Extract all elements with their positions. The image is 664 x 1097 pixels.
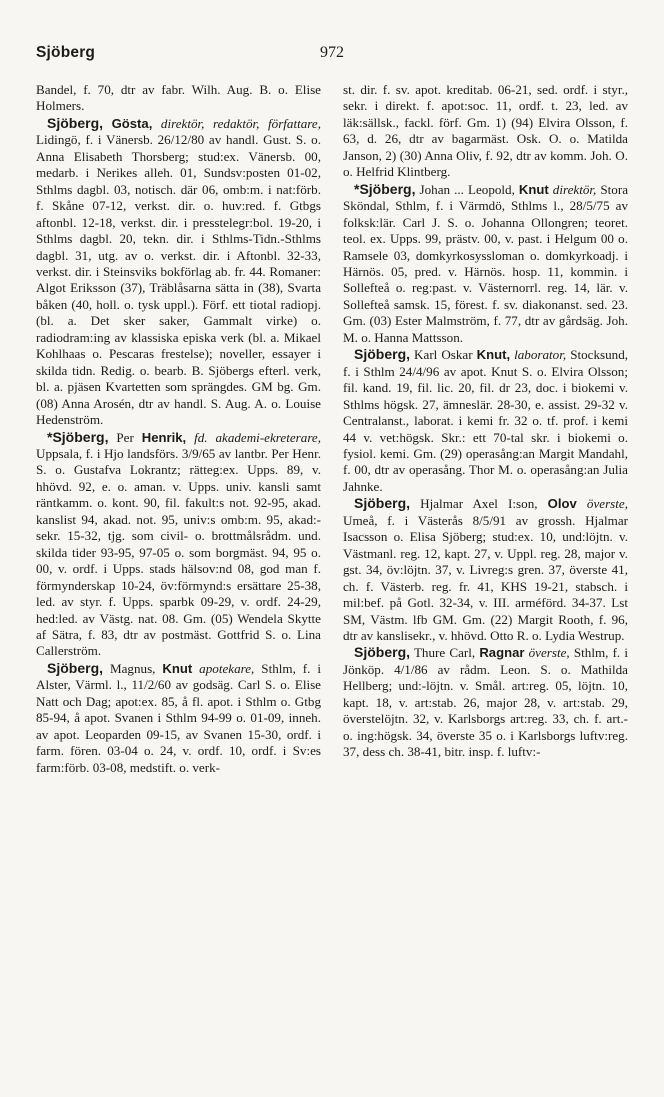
- entry-text: Umeå, f. i Västerås 8/5/91 av grossh. Hjalmar Isacsson o. Elisa Sjöberg; stud:ex. 10, und:löjtn. v. Västmanl. reg. 12, kapt. 27, v. Uppl. reg. 28, major v. gst. 34, öv:löjtn. 37, v. Livreg:s gren. 37, överste 41, ch. f. Västerb. reg. fr. 41, KHS 19-21, stabsch. i mil:bef. på Gotl. 32-34, v. III. arméförd. 34-37. Lst SM, Västm. lfb GM. Gm. (22) Margit Rooth, f. 96, dtr av kanslisekr., v. hhövd. Otto R. o. Lydia Westrup.: [343, 512, 628, 643]
- entry-call-name: Knut: [162, 660, 193, 676]
- biography-entry: [343, 346, 628, 495]
- right-column: [343, 82, 628, 761]
- entry-occupation: apotekare,: [199, 660, 255, 676]
- entry-surname: *Sjöberg,: [354, 180, 416, 197]
- entry-occupation: direktör,: [552, 181, 597, 197]
- entry-occupation: direktör, redaktör, författare,: [160, 115, 321, 131]
- entry-text: Lidingö, f. i Vänersb. 26/12/80 av handl. Gust. S. o. Anna Elisabeth Thorsberg; stud:ex. Vänersb. 00, medarb. i Nerikes alleh. 01, Sundsv:posten 01-02, Sthlms dagbl. 03, notisch. där 06, omb:m. i nat:förb. f. Skåne 07-12, verkst. dir. o. huv:red. f. Gtbgs aftonbl. 12-18, verkst. dir. i presstelegr:bol. 19-20, i Sthlms dagbl. 20, tekn. dir. i Sthlms-Tidn.-Sthlms dagbl. 31, utg. av o. verkst. dir. i Aftonbl. 32-33, verkst. dir. i Steinsviks bokförlag ab. fr. 44. Romaner: Algot Eriksson (37), Träblåsarna sätta in (38), Svarta båken (40, holl. o. tysk uppl.). Förf. ett tiotal radiopj. (bl. a. Det sker saker, Gammalt virke) o. radiodram:ing av klassiska episka verk (bl. a. Mikael Kohlhaas o. Pescaras frestelse); noveller, essayer i skilda tidn. Redig. o. bearb. B. Sjöbergs efterl. verk, bl. a. pjäsen Kvartetten som sprängdes. GM bg. Gm. (08) Anna Arosén, dtr av handl. S. Aug. A. o. Louise Hedenström.: [36, 132, 321, 428]
- entry-surname: Sjöberg,: [47, 659, 104, 676]
- entry-given-names: Per: [116, 429, 134, 445]
- running-head: Sjöberg: [36, 44, 96, 61]
- entry-text: Sthlm, f. i Jönköp. 4/1/86 av rådm. Leon. S. o. Mathilda Hellberg; und:-löjtn. v. Smål. art:reg. 05, löjtn. 10, kapt. 18, v. art:stab. 26, major 28, v. art:stab. 29, överstelöjtn. 32, v. Karlsborgs art:reg. 33, ch. f. art.- o. ing:högsk. 34, överste 35 o. i Karlsborgs luftv:reg. 37, dess ch. 38-41, bitr. insp. f. luftv:-: [343, 645, 628, 760]
- entry-surname: *Sjöberg,: [47, 428, 109, 445]
- biography-entry: [36, 429, 321, 660]
- entry-call-name: Knut,: [476, 347, 511, 363]
- entry-call-name: Gösta,: [111, 115, 153, 131]
- entry-call-name: Henrik,: [141, 429, 187, 445]
- entry-surname: Sjöberg,: [354, 346, 411, 363]
- biography-entry: [36, 115, 321, 429]
- entry-text: st. dir. f. sv. apot. kreditab. 06-21, sed. ordf. i styr., sekr. i direkt. f. apot:soc. 11, ordf. t. 23, led. av läk:sällsk., fackl. förf. Gm. 1) (94) Elvira Olsson, f. 63, d. 26, dtr av bagarmäst. Osk. O. o. Matilda Janson, 2) (30) Anna Oliv, f. 92, dtr av komm. Joh. O. o. Helfrid Klintberg.: [343, 82, 628, 180]
- entry-call-name: Knut: [518, 181, 549, 197]
- biography-entry: [36, 660, 321, 776]
- biography-entry: [343, 495, 628, 644]
- entry-text: Bandel, f. 70, dtr av fabr. Wilh. Aug. B. o. Elise Holmers.: [36, 82, 321, 114]
- entry-occupation: överste,: [586, 496, 628, 512]
- entry-occupation: fd. akademi-ekreterare,: [194, 429, 322, 445]
- biography-entry: [343, 181, 628, 347]
- entry-given-names: Johan ... Leopold,: [419, 181, 515, 197]
- entry-given-names: Thure Carl,: [413, 645, 476, 661]
- entry-surname: Sjöberg,: [354, 644, 411, 661]
- entry-occupation: laborator,: [514, 347, 567, 363]
- entry-text: Sthlm, f. i Alster, Värml. l., 11/2/60 av godsäg. Carl S. o. Elise Natt och Dag; apot:ex. 85, å fl. apot. i Sthlm o. Gtbg 85-94, å apot. Svanen i Sthlm 94-99 o. 01-09, inneh. av apot. Leoparden 09-15, av Svanen 15-30, ordf. i farm. fören. 03-04 o. 24, v. ordf. 10, ordf. i Sv:es farm:förb. 03-08, medstift. o. verk-: [36, 660, 322, 775]
- entry-occupation: överste,: [528, 645, 570, 661]
- left-column: [36, 82, 321, 776]
- entry-given-names: Magnus,: [109, 660, 156, 676]
- entry-call-name: Ragnar: [479, 645, 525, 661]
- biography-entry: [343, 644, 628, 760]
- entry-text: Stora Sköndal, Sthlm, f. i Värmdö, Sthlms l., 28/5/75 av folksk:lär. Carl J. S. o. Johanna Ollongren; teoret. teol. ex. Upps. 99, prästv. 00, v. past. i Helgum 00 o. Ramsele 03, domkyrkosyssloman o. domkyrkoadj. i Härnös. 05, pred. v. Härnös. hosp. 11, kommin. i Sollefteå o. reg:past. v. Västernorrl. reg. 14, lär. v. Sollefteå samsk. 15, förest. f. sv. diakonanst. sed. 23. Gm. (03) Ester Malmström, f. 77, dtr av gårdsäg. Joh. M. o. Hanna Mattsson.: [343, 181, 629, 345]
- biography-entry: [36, 82, 321, 115]
- page-header: [36, 44, 628, 72]
- entry-text: Stocksund, f. i Sthlm 24/4/96 av apot. Knut S. o. Elvira Olsson; fil. kand. 19, fil. lic. 20, fil. dr 23, doc. i biokemi v. Sthlms högsk. 27, ämneslär. 28-30, e. assist. 29-32 v. Centralanst., laborat. i kemi fr. 32 o. tf. prof. i kemi 44 v. vet:högsk. Skr.: ett 70-tal skr. i biokemi o. fysiol. kemi. Gm. (29) operasång:an Margit Mandahl, f. 00, dtr av operasång. Thor M. o. operasång:an Julia Jahnke.: [343, 347, 629, 494]
- entry-surname: Sjöberg,: [47, 114, 104, 131]
- entry-call-name: Olov: [547, 496, 577, 512]
- entry-given-names: Karl Oskar: [414, 347, 473, 363]
- entry-text: Uppsala, f. i Hjo landsförs. 3/9/65 av lantbr. Per Henr. S. o. Gustafva Lokrantz; rätteg:ex. Upps. 89, v. hhövd. 92, e. o. aman. v. Upps. univ. kansli samt räntkamm. o. kont. 90, fil. fakult:s not. 92-95, akad. kanslist 94, akad. not. 95, univ:s omb:m. 95, akad:-sekr. 15-32, tjg. som civil- o. brottmålsrådm. und. skilda tider 93-95, 97-05 o. som borgmäst. 94, 95 o. 00, v. ordf. i Upps. stads hälsov:nd 08, god man f. förmynderskap 10-24, öv:förmynd:s ersättare 25-38, led. av styr. f. Upps. sparbk 09-29, v. ordf. 24-29, hed:led. av Västg. nat. 08. Gm. (05) Wendela Skytte af Sätra, f. 83, dtr av postmäst. Gottfrid S. o. Lina Callerström.: [36, 445, 321, 659]
- entry-surname: Sjöberg,: [354, 495, 411, 512]
- biography-entry: [343, 82, 628, 181]
- page-number: 972: [320, 44, 344, 61]
- entry-given-names: Hjalmar Axel I:son,: [420, 496, 538, 512]
